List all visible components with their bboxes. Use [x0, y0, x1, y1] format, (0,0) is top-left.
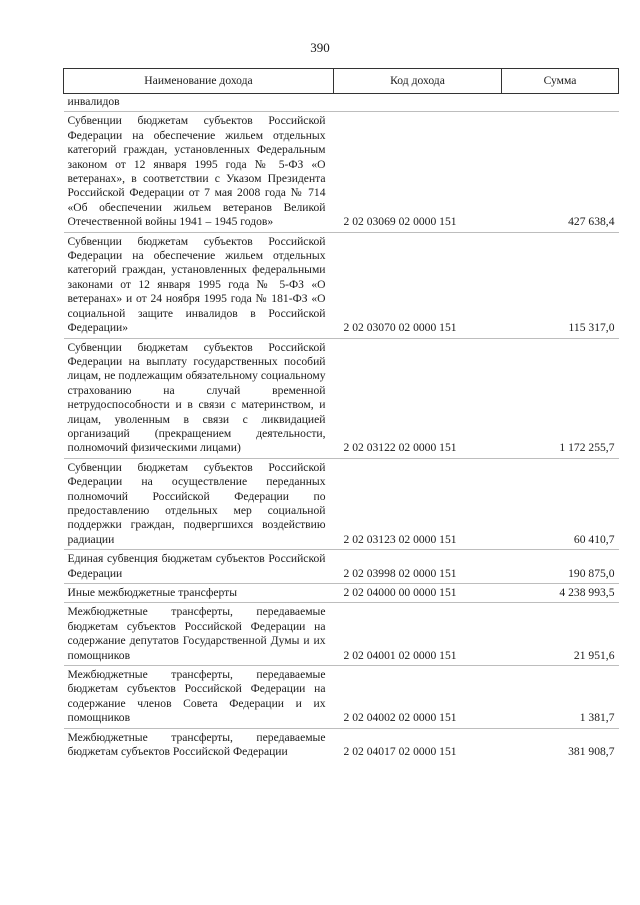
revenue-sum: 4 238 993,5	[502, 584, 619, 603]
table-row	[64, 338, 619, 458]
revenue-name: Субвенции бюджетам субъектов Российской Федерации на обеспечение жильем отдельных категорий граждан, установленных федеральными законами от 12 января 1995 года № 5-ФЗ «О ветеранах» и от 24 ноября 1995 года № 181-ФЗ «О социальной защите инвалидов в Российской Федерации»	[64, 232, 334, 338]
table-row	[64, 550, 619, 584]
table-row	[64, 112, 619, 232]
revenue-code: 2 02 03998 02 0000 151	[334, 550, 502, 584]
revenue-name: Межбюджетные трансферты, передаваемые бюджетам субъектов Российской Федерации на содержание депутатов Государственной Думы и их помощников	[64, 603, 334, 666]
table-header	[64, 69, 619, 94]
header-code: Код дохода	[334, 69, 502, 94]
header-row	[64, 69, 619, 94]
revenue-code: 2 02 04001 02 0000 151	[334, 603, 502, 666]
revenue-sum	[502, 94, 619, 112]
revenue-name: инвалидов	[64, 94, 334, 112]
revenue-name: Иные межбюджетные трансферты	[64, 584, 334, 603]
revenue-name: Субвенции бюджетам субъектов Российской Федерации на осуществление переданных полномочий Российской Федерации по предоставлению отдельных мер социальной поддержки граждан, подвергшихся воздействию радиации	[64, 458, 334, 549]
revenue-sum: 115 317,0	[502, 232, 619, 338]
table-row	[64, 94, 619, 112]
table-row	[64, 666, 619, 729]
table-row	[64, 232, 619, 338]
revenue-sum: 427 638,4	[502, 112, 619, 232]
table-row	[64, 584, 619, 603]
revenue-code: 2 02 03122 02 0000 151	[334, 338, 502, 458]
table-body	[64, 94, 619, 762]
revenue-sum: 21 951,6	[502, 603, 619, 666]
revenue-name: Межбюджетные трансферты, передаваемые бюджетам субъектов Российской Федерации	[67, 730, 326, 759]
header-name: Наименование дохода	[64, 69, 334, 94]
revenue-code: 2 02 03123 02 0000 151	[334, 458, 502, 549]
revenue-sum: 1 381,7	[502, 666, 619, 729]
revenue-code	[334, 94, 502, 112]
page-number: 390	[310, 40, 330, 55]
revenue-sum: 60 410,7	[502, 458, 619, 549]
revenue-name: Субвенции бюджетам субъектов Российской Федерации на выплату государственных пособий лицам, не подлежащим обязательному социальному страхованию на случай временной нетрудоспособности и в связи с материнством, и лицам, уволенным в связи с ликвидацией организаций (прекращением деятельности, полномочий физическими лицами)	[64, 338, 334, 458]
table-row	[64, 458, 619, 549]
revenue-table	[63, 68, 619, 761]
revenue-code: 2 02 04002 02 0000 151	[334, 666, 502, 729]
revenue-name: Единая субвенция бюджетам субъектов Российской Федерации	[64, 550, 334, 584]
revenue-code: 2 02 03069 02 0000 151	[334, 112, 502, 232]
revenue-code: 2 02 04017 02 0000 151	[343, 745, 457, 759]
revenue-name: Межбюджетные трансферты, передаваемые бюджетам субъектов Российской Федерации на содержание членов Совета Федерации и их помощников	[64, 666, 334, 729]
table-row	[64, 603, 619, 666]
header-sum: Сумма	[502, 69, 619, 94]
revenue-sum: 1 172 255,7	[502, 338, 619, 458]
table-row	[64, 728, 619, 761]
revenue-name: Субвенции бюджетам субъектов Российской Федерации на обеспечение жильем отдельных категорий граждан, установленных Федеральным законом от 12 января 1995 года № 5-ФЗ «О ветеранах», в соответствии с Указом Президента Российской Федерации от 7 мая 2008 года № 714 «Об обеспечении жильем ветеранов Великой Отечественной войны 1941 – 1945 годов»	[64, 112, 334, 232]
revenue-sum: 190 875,0	[502, 550, 619, 584]
revenue-code: 2 02 04000 00 0000 151	[334, 584, 502, 603]
revenue-code: 2 02 03070 02 0000 151	[334, 232, 502, 338]
revenue-sum: 381 908,7	[568, 745, 615, 759]
